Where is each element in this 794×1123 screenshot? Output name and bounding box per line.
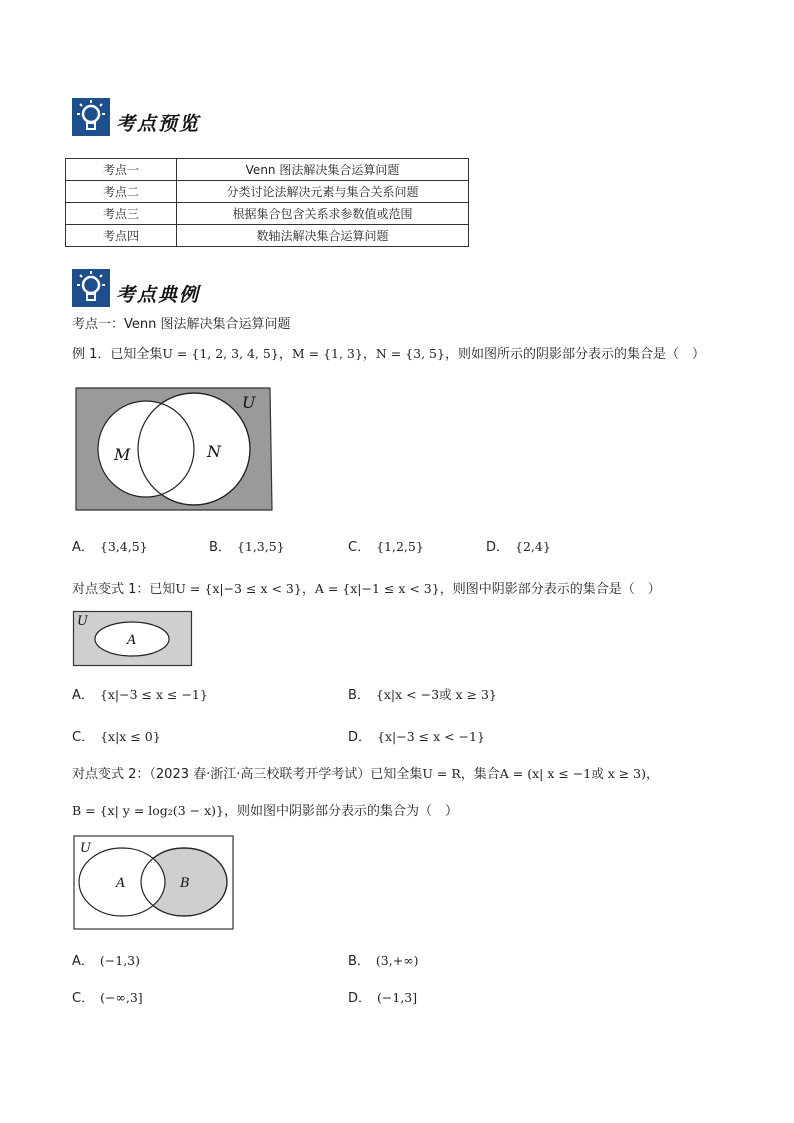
option-text: (−∞,3] [100,990,143,1005]
kp1-heading: 考点一：Venn 图法解决集合运算问题 [72,317,291,332]
section-title: 考点典例 [116,283,201,306]
table-cell-topic: Venn 图法解决集合运算问题 [177,159,469,181]
option-text: {1,3,5} [236,539,285,554]
option-text: {x|−3 ≤ x ≤ −1} [99,687,208,702]
table-cell-label: 考点一 [66,159,177,181]
option-c[interactable] [72,726,161,745]
option-key: A． [72,540,94,555]
table-cell-topic: 根据集合包含关系求参数值或范围 [177,203,469,225]
label-u: U [80,841,91,856]
label-n: N [207,442,221,461]
lightbulb-icon [72,98,110,136]
math-n: N = {3, 5} [375,346,445,361]
label-a: A [116,876,126,891]
option-text: {x|x < −3或 x ≥ 3} [375,687,497,702]
option-d[interactable] [486,536,551,555]
option-text: {1,2,5} [376,539,424,554]
option-d[interactable] [348,726,485,745]
section-header-preview [72,97,200,137]
example1-stem: 例 1．已知全集U = {1, 2, 3, 4, 5}，M = {1, 3}，N = {3, 5}，则如图所示的阴影部分表示的集合是（ ） [72,346,705,362]
section-title: 考点预览 [116,112,201,135]
option-key: C． [348,540,371,555]
math-u: U = {1, 2, 3, 4, 5} [162,346,279,361]
option-c[interactable] [348,536,424,555]
stem-mid: ，集合 [460,767,500,782]
venn-diagram-ex1 [74,386,274,512]
label-u: U [77,614,88,629]
label-a: A [127,633,137,648]
option-key: B． [348,954,370,969]
math-u: U = R [422,766,461,781]
stem-prefix: 例 1．已知全集 [72,347,163,362]
option-key: C． [72,991,95,1006]
option-d[interactable] [348,987,417,1006]
option-key: A． [72,954,94,969]
lightbulb-icon [72,269,110,307]
variant2-stem-line1: 对点变式 2：（2023 春·浙江·高三校联考开学考试）已知全集U = R，集合A = (x| x ≤ −1或 x ≥ 3)， [72,766,660,782]
option-a[interactable] [72,684,208,703]
option-key: B． [209,540,231,555]
math-a: A = (x| x ≤ −1或 x ≥ 3) [499,766,647,781]
option-a[interactable] [72,950,140,969]
label-b: B [180,876,190,891]
variant1-stem: 对点变式 1：已知U = {x|−3 ≤ x < 3}，A = {x|−1 ≤ x < 3}，则图中阴影部分表示的集合是（ ） [72,581,661,597]
option-text: {x|−3 ≤ x < −1} [377,729,485,744]
option-text: (3,+∞) [375,953,419,968]
stem-suffix: ，则如图中阴影部分表示的集合为（ ） [223,804,458,819]
table-row [66,159,469,181]
math-b: B = {x| y = log₂(3 − x)} [72,803,224,818]
option-text: {3,4,5} [99,539,148,554]
table-cell-topic: 分类讨论法解决元素与集合关系问题 [177,181,469,203]
label-u: U [242,393,256,412]
section-header-examples [72,268,200,308]
option-key: A． [72,688,94,703]
table-cell-label: 考点三 [66,203,177,225]
stem-prefix: 对点变式 1：已知 [72,582,176,597]
option-key: D． [348,730,372,745]
table-cell-label: 考点二 [66,181,177,203]
venn-diagram-var1 [72,610,194,668]
math-a: A = {x|−1 ≤ x < 3} [314,581,440,596]
table-row [66,181,469,203]
table-cell-label: 考点四 [66,225,177,247]
math-u: U = {x|−3 ≤ x < 3} [175,581,302,596]
overview-table [65,158,469,247]
option-key: B． [348,688,370,703]
stem-prefix: 对点变式 2：（2023 春·浙江·高三校联考开学考试）已知全集 [72,767,423,782]
math-m: M = {1, 3} [291,346,363,361]
option-text: (−1,3] [377,990,418,1005]
option-key: D． [348,991,372,1006]
option-a[interactable] [72,536,148,555]
option-b[interactable] [209,536,285,555]
option-key: D． [486,540,510,555]
option-b[interactable] [348,950,419,969]
option-key: C． [72,730,95,745]
option-c[interactable] [72,987,143,1006]
option-text: (−1,3) [99,953,141,968]
variant2-stem-line2 [72,800,458,819]
table-row [66,203,469,225]
stem-suffix: ，则如图所示的阴影部分表示的集合是（ ） [444,347,705,362]
option-b[interactable] [348,684,497,703]
table-cell-topic: 数轴法解决集合运算问题 [177,225,469,247]
table-row [66,225,469,247]
stem-suffix: ，则图中阴影部分表示的集合是（ ） [439,582,661,597]
option-text: {x|x ≤ 0} [100,729,161,744]
option-text: {2,4} [515,539,551,554]
label-m: M [114,445,131,464]
venn-diagram-var2 [72,834,236,932]
